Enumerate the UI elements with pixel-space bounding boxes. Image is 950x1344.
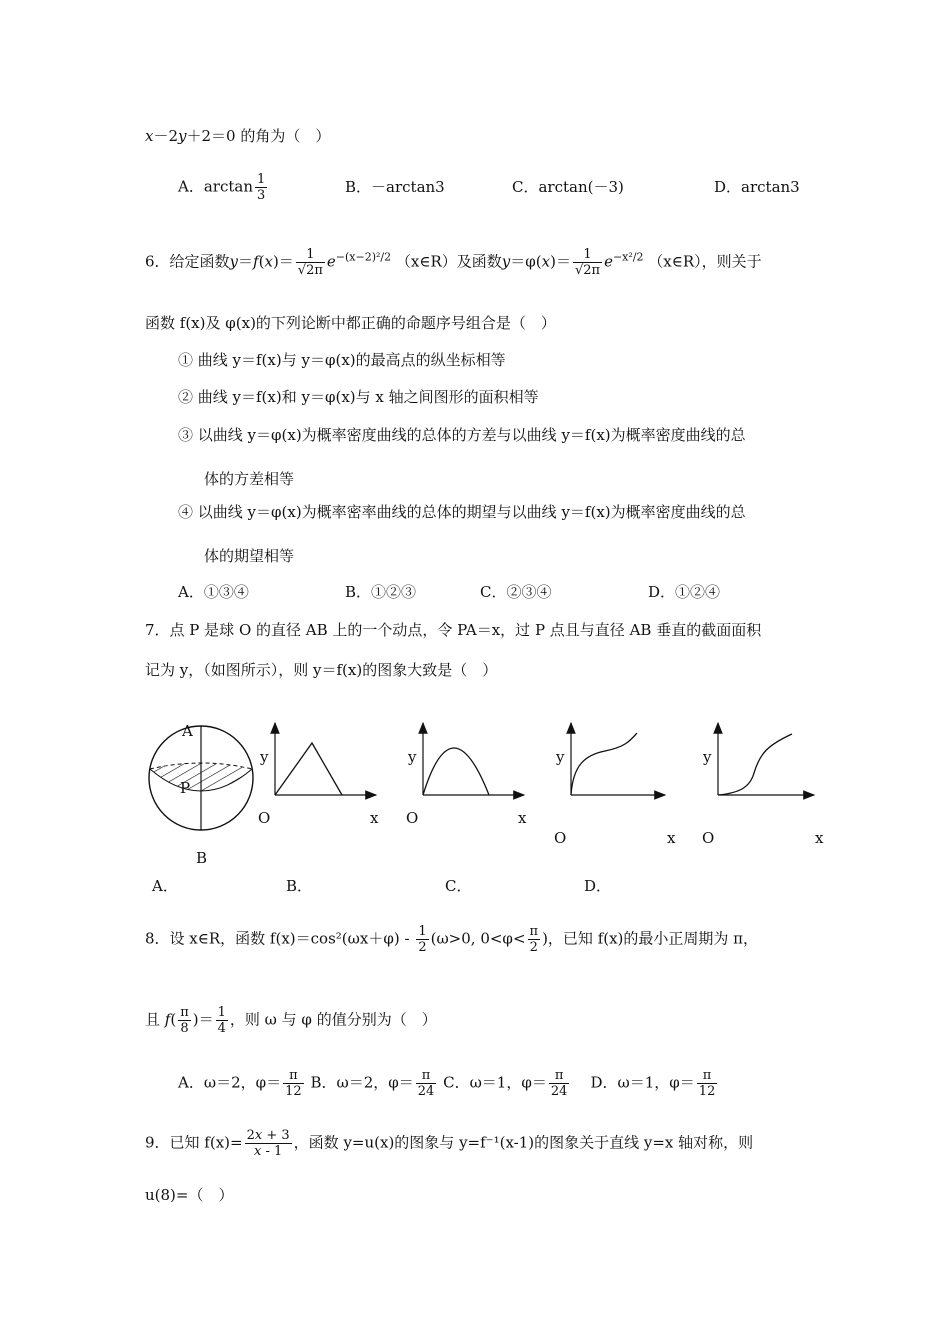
q9-line1: 9．已知 f(x)= $\frac{2x + 3}{x - 1}$ ，函数 y=u(x)的图象与 y=f⁻¹(x-1)的图象关于直线 y=x 轴对称，则 — [145, 1128, 754, 1159]
q6-statement-2: ② 曲线 y＝f(x)和 y＝φ(x)与 x 轴之间图形的面积相等 — [178, 388, 539, 406]
q6-statement-3-cont: 体的方差相等 — [204, 470, 295, 488]
graph-a-y-label: y — [260, 748, 269, 766]
sphere-label-p: P — [180, 779, 191, 797]
q8-option-d: D．ω＝1，φ＝ — [590, 1073, 695, 1092]
q5-stem: x－2y＋2＝0 的角为（ ） — [145, 127, 331, 145]
graph-c — [554, 723, 676, 847]
q6-statement-3: ③ 以曲线 y＝φ(x)为概率密度曲线的总体的方差与以曲线 y＝f(x)为概率密度曲线的总 — [178, 426, 746, 444]
graph-d-origin: O — [702, 829, 715, 847]
q7-option-c: C． — [445, 877, 472, 895]
q6-statement-1: ① 曲线 y＝f(x)与 y＝φ(x)的最高点的纵坐标相等 — [178, 351, 506, 369]
q6-option-d: D．①②④ — [648, 583, 721, 601]
q5-option-c: C．arctan(－3) — [512, 178, 624, 196]
q6-option-b: B．①②③ — [345, 583, 417, 601]
graph-a-origin: O — [258, 809, 271, 827]
q7-option-a: A． — [152, 877, 178, 895]
graph-b-x-label: x — [518, 809, 527, 827]
graph-d-y-label: y — [703, 748, 712, 766]
sphere-figure — [149, 722, 253, 867]
graph-b-origin: O — [406, 809, 419, 827]
q8-option-a: A．ω＝2，φ＝ — [178, 1073, 282, 1092]
q7-option-b: B． — [286, 877, 313, 895]
q8-option-c: C．ω＝1，φ＝ — [443, 1073, 547, 1092]
q5-option-d: D．arctan3 — [714, 178, 800, 196]
q8-line2: 且 f( $\frac{\pi}{8}$ )＝ $\frac{1}{4}$ ，则 ω 与 φ 的值分别为（ ） — [145, 1005, 437, 1036]
graph-a — [258, 723, 379, 827]
q8-line1: 8．设 x∈R，函数 f(x)＝cos²(ωx＋φ) - $\frac{1}{2}$ (ω>0, 0<φ< $\frac{\pi}{2}$ )，已知 f(x)的最小正周期为 π， — [145, 924, 759, 955]
q5-option-b: B．－arctan3 — [345, 178, 445, 196]
q7-line2: 记为 y，（如图所示），则 y＝f(x)的图象大致是（ ） — [145, 661, 498, 679]
q6-stem: 6．给定函数y＝f(x)＝ $\frac{1}{√2\pi}$ $e^{-(x-2)^2/2}$ （x∈R）及函数y＝φ(x)＝ $\frac{1}{√2\pi}$ $e^{-x^2/2}$ （x∈R），则关于 — [145, 247, 762, 278]
graph-c-y-label: y — [556, 748, 565, 766]
q7-line1: 7．点 P 是球 O 的直径 AB 上的一个动点，令 PA＝x，过 P 点且与直径 AB 垂直的截面面积 — [145, 621, 762, 639]
graph-d — [702, 723, 824, 847]
graph-b-y-label: y — [408, 748, 417, 766]
graph-b — [406, 723, 527, 827]
q5-option-a: A．arctan $\frac{1}{3}$ — [178, 172, 266, 203]
q8-options: A．ω＝2，φ＝ $\frac{\pi}{12}$ B．ω＝2，φ＝ $\frac{\pi}{24}$ C．ω＝1，φ＝ $\frac{\pi}{24}$ D．ω＝1，φ＝ $\frac{\pi}{12}$ — [178, 1068, 716, 1099]
q6-statement-4-cont: 体的期望相等 — [204, 547, 295, 565]
q9-line2: u(8)=（ ） — [145, 1186, 234, 1204]
graph-c-x-label: x — [667, 829, 676, 847]
q6-line2: 函数 f(x)及 φ(x)的下列论断中都正确的命题序号组合是（ ） — [145, 314, 556, 332]
q8-option-b: B．ω＝2，φ＝ — [310, 1073, 414, 1092]
q6-statement-4: ④ 以曲线 y＝φ(x)为概率密率曲线的总体的期望与以曲线 y＝f(x)为概率密度曲线的总 — [178, 503, 746, 521]
q6-option-c: C．②③④ — [480, 583, 552, 601]
q6-option-a: A．①③④ — [178, 583, 249, 601]
graph-d-x-label: x — [815, 829, 824, 847]
q7-figures — [140, 715, 830, 895]
sphere-label-a: A — [182, 722, 193, 740]
q7-option-d: D． — [584, 877, 612, 895]
graph-a-x-label: x — [370, 809, 379, 827]
sphere-label-b: B — [196, 849, 208, 867]
q5-stem-tail: 的角为（ ） — [240, 127, 331, 145]
graph-c-origin: O — [554, 829, 567, 847]
